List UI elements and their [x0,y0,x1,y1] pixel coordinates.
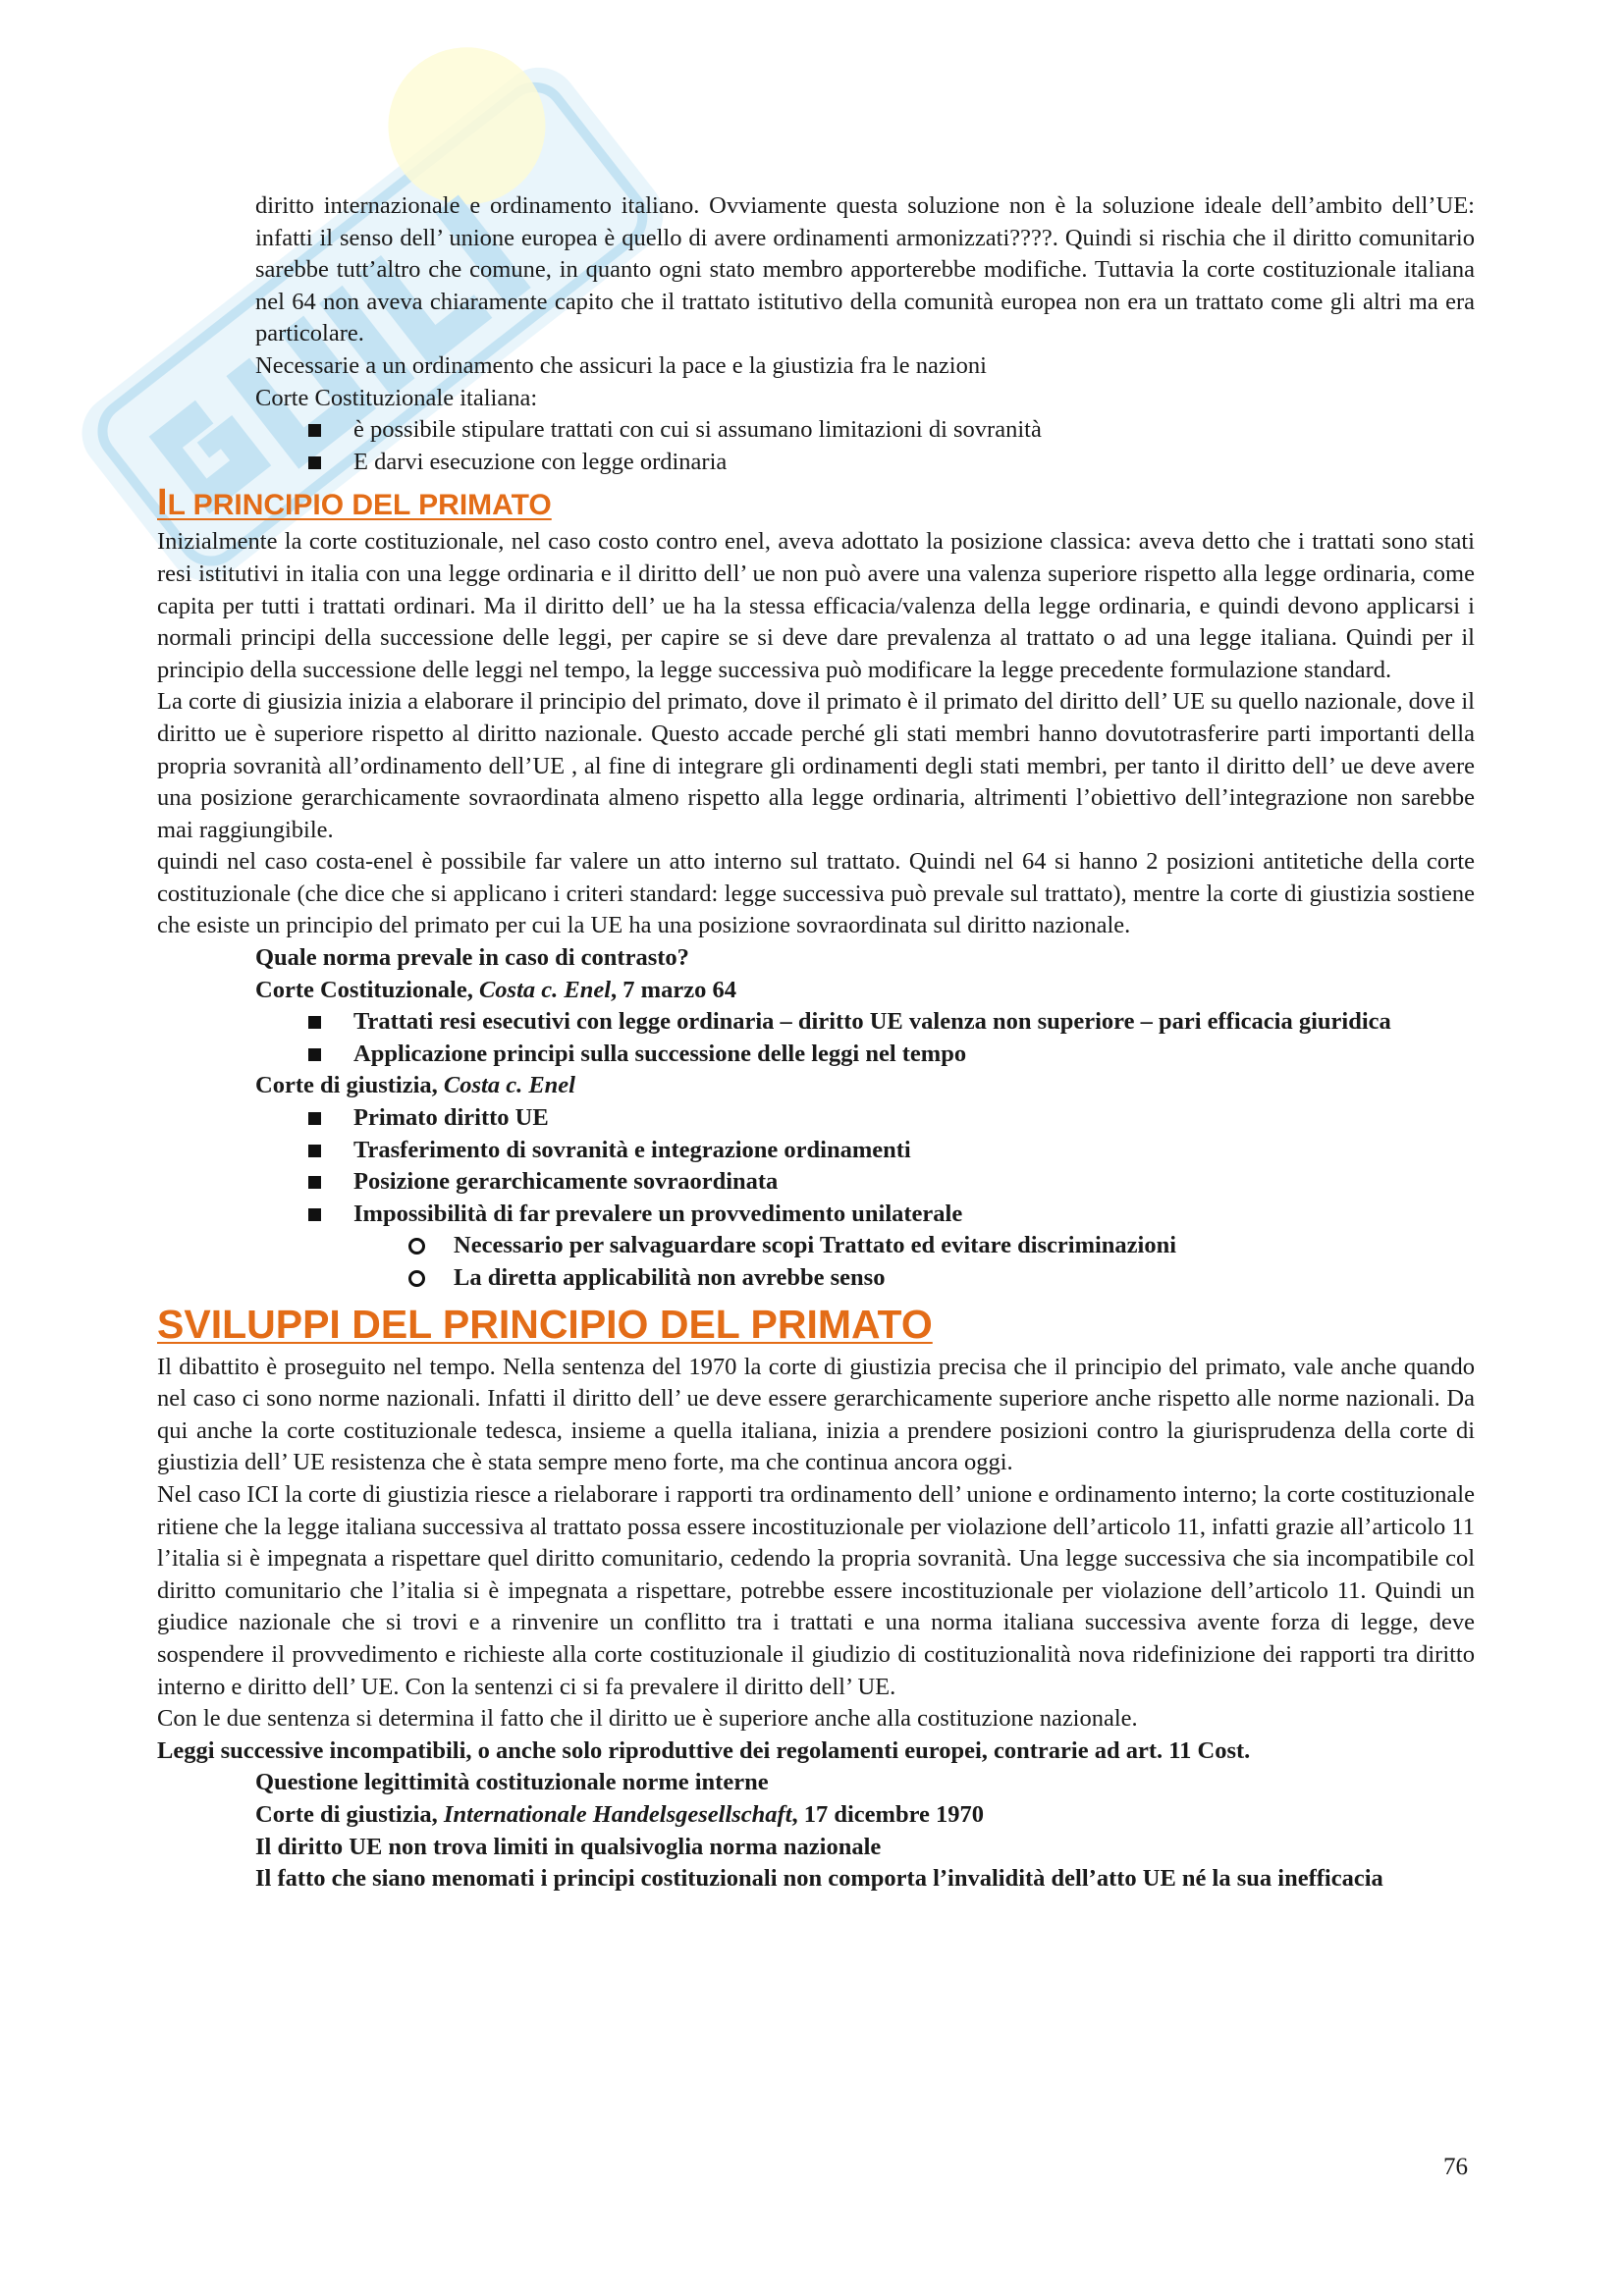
body-paragraph: Nel caso ICI la corte di giustizia riesce a rielaborare i rapporti tra ordinamento dell’ unione e ordinamento interno; la corte costituzionale ritiene che la legge italiana successiva al trattato possa essere incostituzionale per violazione dell’articolo 11, infatti grazie all’articolo 11 l’italia si è impegnata a rispettare quel diritto comunitario, cedendo la propria sovranità. Una legge successiva che sia incompatibile col diritto comunitario che l’italia si è impegnata a rispettare, potrebbe essere incostituzionale per violazione dell’articolo 11. Quindi un giudice nazionale che si trovi e a rinvenire un conflitto tra i trattati e una norma italiana successiva avente forza di legge, deve sospendere il provvedimento e richieste alla corte costituzionale il giudizio di costituzionalità nova ridefinizione dei rapporti tra diritto interno e diritto dell’ UE. Con la sentenzi ci si fa prevalere il diritto dell’ UE. [157,1480,1475,1700]
body-paragraph: Il dibattito è proseguito nel tempo. Nella sentenza del 1970 la corte di giustizia precisa che il principio del primato, vale anche quando nel caso ci sono norme nazionali. Infatti il diritto dell’ ue deve essere gerarchicamente superiore anche rispetto alle norme nazionali. Da qui anche la corte costituzionale tedesca, insieme a quella italiana, inizia a prendere posizioni contro la giurisprudenza della corte di giustizia dell’ UE resistenza che è stata sempre meno forte, ma che continua ancora oggi. [157,1353,1475,1476]
ring-bullet-icon [408,1238,425,1255]
intro-paragraph: diritto internazionale e ordinamento italiano. Ovviamente questa soluzione non è la soluzione ideale dell’ambito dell’UE: infatti il senso dell’ unione europea è quello di avere ordinamenti armonizzati????. Quindi si rischia che il diritto comunitario sarebbe tutt’altro che comune, in quanto ogni stato membro apporterebbe modifiche. Tuttavia la corte costituzionale italiana nel 64 non aveva chiaramente capito che il trattato istitutivo della comunità europea non era un trattato come gli altri ma era particolare. [255,192,1475,347]
ring-bullet-icon [408,1270,425,1287]
body-paragraph: La corte di giusizia inizia a elaborare il principio del primato, dove il primato è il primato del diritto dell’ UE su quello nazionale, dove il diritto ue è superiore rispetto al diritto nazionale. Questo accade perché gli stati membri hanno dovutotrasferire parti importanti della propria sovranità all’ordinamento dell’UE , al fine di integrare gli ordinamenti degli stati membri, per tanto il diritto dell’ ue deve avere una posizione gerarchicamente sovraordinata almeno rispetto alla legge ordinaria, altrimenti l’obiettivo dell’integrazione non sarebbe mai raggiungibile. [157,688,1475,843]
list-item: Corte di giustizia, Costa c. Enel [255,1072,575,1099]
list-item: Corte Costituzionale, Costa c. Enel, 7 marzo 64 [255,976,736,1003]
list-subitem: Impossibilità di far prevalere un provvedimento unilaterale [353,1199,1475,1231]
square-bullet-icon [308,1112,321,1125]
list-item: Quale norma prevale in caso di contrasto? [255,944,689,972]
list-subitem: Applicazione principi sulla successione delle leggi nel tempo [353,1039,1475,1071]
body-paragraph: Con le due sentenza si determina il fatto che il diritto ue è superiore anche alla costituzione nazionale. [157,1705,1138,1733]
list-item: Il diritto UE non trova limiti in qualsivoglia norma nazionale [255,1833,882,1860]
section-heading-primato: IL PRINCIPIO DEL PRIMATO [157,482,552,524]
square-bullet-icon [308,1145,321,1157]
list-item: Questione legittimità costituzionale norme interne [255,1769,769,1796]
list-item: Corte di giustizia, Internationale Handelsgesellschaft, 17 dicembre 1970 [255,1800,985,1828]
list-item: Corte Costituzionale italiana: [255,384,538,411]
square-bullet-icon [308,1176,321,1189]
body-paragraph: quindi nel caso costa-enel è possibile far valere un atto interno sul trattato. Quindi nel 64 si hanno 2 posizioni antitetiche della corte costituzionale (che dice che si applicano i criteri standard: legge successiva può prevale sul trattato), mentre la corte di giustizia sostiene che esiste un principio del primato per cui la UE ha una posizione sovraordinata sul diritto nazionale. [157,848,1475,939]
list-subsubitem: Necessario per salvaguardare scopi Trattato ed evitare discriminazioni [454,1230,1475,1262]
list-subsubitem: La diretta applicabilità non avrebbe senso [454,1262,1475,1295]
bold-statement: Leggi successive incompatibili, o anche solo riproduttive dei regolamenti europei, contrarie ad art. 11 Cost. [157,1736,1251,1764]
page-number: 76 [1443,2154,1468,2180]
document-page [157,190,1475,1896]
body-paragraph: Inizialmente la corte costituzionale, nel caso costo contro enel, aveva adottato la posizione classica: aveva detto che i trattati sono stati resi istitutivi in italia con una legge ordinaria e il diritto dell’ ue non può avere una valenza superiore rispetto alla legge ordinaria, come capita per tutti i trattati ordinari. Ma il diritto dell’ ue ha la stessa efficacia/valenza della legge ordinaria, e quindi devono applicarsi i normali principi della successione delle leggi, per capire se si deve dare prevalenza al trattato o ad una legge italiana. Quindi per il principio della successione delle leggi nel tempo, la legge successiva può modificare la legge precedente formulazione standard. [157,528,1475,683]
section-heading-sviluppi: SVILUPPI DEL PRINCIPIO DEL PRIMATO [157,1301,933,1347]
square-bullet-icon [308,1048,321,1061]
list-subitem: Primato diritto UE [353,1102,1475,1135]
list-subitem: Trattati resi esecutivi con legge ordinaria – diritto UE valenza non superiore – pari efficacia giuridica [353,1006,1475,1039]
list-item: Il fatto che siano menomati i principi costituzionali non comporta l’invalidità dell’atto UE né la sua inefficacia [255,1865,1383,1893]
square-bullet-icon [308,1016,321,1029]
square-bullet-icon [308,424,321,437]
square-bullet-icon [308,1208,321,1221]
list-subitem: è possibile stipulare trattati con cui si assumano limitazioni di sovranità [353,414,1475,447]
list-subitem: E darvi esecuzione con legge ordinaria [353,447,1475,479]
list-item: Necessarie a un ordinamento che assicuri la pace e la giustizia fra le nazioni [255,351,987,379]
list-subitem: Trasferimento di sovranità e integrazione ordinamenti [353,1135,1475,1167]
square-bullet-icon [308,456,321,469]
list-subitem: Posizione gerarchicamente sovraordinata [353,1166,1475,1199]
